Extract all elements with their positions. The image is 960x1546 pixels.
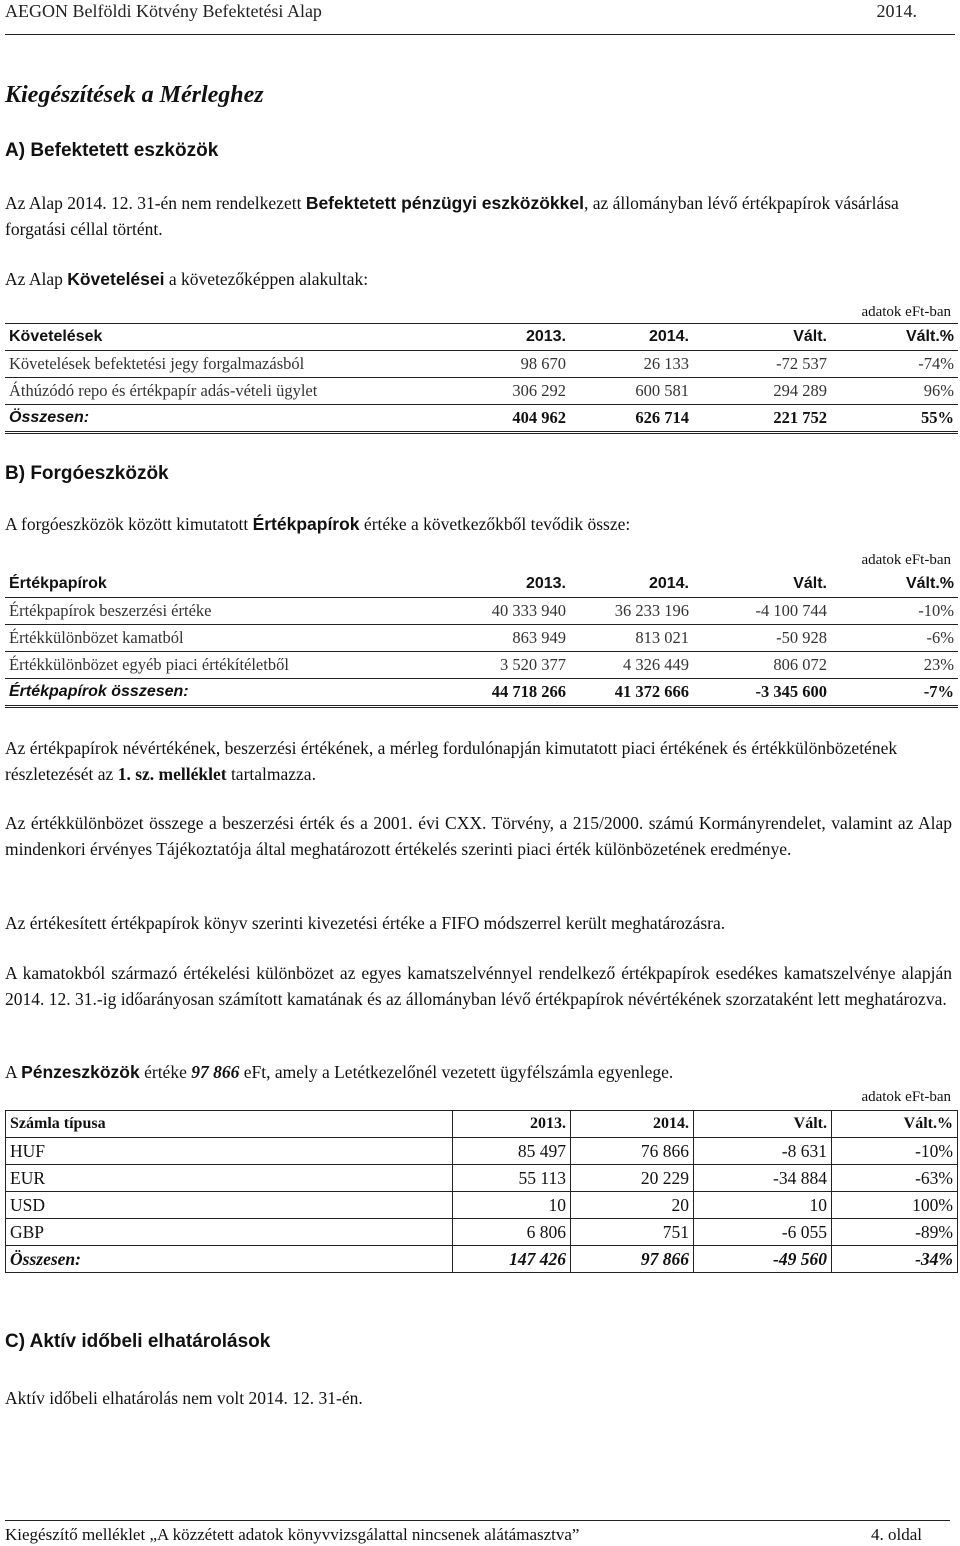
column-header: 2013. bbox=[452, 571, 570, 598]
cell: 863 949 bbox=[452, 625, 570, 652]
cell: 55 113 bbox=[453, 1165, 571, 1192]
column-header: Vált. bbox=[693, 324, 831, 351]
paragraph-interest-valuation: A kamatokból származó értékelési különbözet az egyes kamatszelvénnyel rendelkező értékpapírok esedékes kamatszelvénye alapján 2014. 12. 31.-ig időarányosan számított kamatának és az állományban lévő értékpapírok névértékének szorzataként lett meghatározva. bbox=[5, 963, 952, 1009]
footer-note: „A közzétett adatok könyvvizsgálattal nincsenek alátámasztva” bbox=[149, 1525, 580, 1544]
cell: 40 333 940 bbox=[452, 598, 570, 625]
column-header: 2013. bbox=[453, 1111, 571, 1138]
section-b-heading: B) Forgóeszközök bbox=[5, 463, 169, 484]
table-row bbox=[6, 1138, 958, 1165]
column-header: 2013. bbox=[452, 324, 570, 351]
cell: 36 233 196 bbox=[570, 598, 693, 625]
cell: -63% bbox=[832, 1165, 958, 1192]
cash-amount: 97 866 bbox=[191, 1062, 240, 1082]
table-row bbox=[5, 652, 958, 679]
cell: -3 345 600 bbox=[693, 679, 831, 707]
footer-label: Kiegészítő melléklet bbox=[5, 1525, 150, 1544]
row-label: Követelések befektetési jegy forgalmazásból bbox=[5, 351, 452, 378]
cell: 20 bbox=[571, 1192, 694, 1219]
fund-name: AEGON Belföldi Kötvény Befektetési Alap bbox=[5, 1, 322, 21]
text-run: Az Alap bbox=[5, 269, 68, 289]
row-label: HUF bbox=[6, 1138, 453, 1165]
column-header: Vált. bbox=[693, 571, 831, 598]
bold-term: Követelései bbox=[67, 269, 165, 289]
text-run: értéke a következőkből tevődik össze: bbox=[359, 514, 631, 534]
total-label: Összesen: bbox=[5, 405, 452, 433]
receivables-table bbox=[5, 323, 958, 434]
securities-table bbox=[5, 571, 958, 708]
section-a-paragraph-2 bbox=[5, 266, 952, 292]
section-c-text: Aktív időbeli elhatárolás nem volt 2014. 12. 31-én. bbox=[5, 1388, 363, 1408]
row-label: Értékkülönbözet kamatból bbox=[5, 625, 452, 652]
cell: 813 021 bbox=[570, 625, 693, 652]
cell: 806 072 bbox=[693, 652, 831, 679]
table-row bbox=[6, 1192, 958, 1219]
cell: -34 884 bbox=[694, 1165, 832, 1192]
cell: 10 bbox=[453, 1192, 571, 1219]
cell: -4 100 744 bbox=[693, 598, 831, 625]
row-label: Áthúzódó repo és értékpapír adás-vételi ügylet bbox=[5, 378, 452, 405]
cell: 751 bbox=[571, 1219, 694, 1246]
total-row bbox=[5, 405, 958, 433]
text-run: tartalmazza. bbox=[226, 764, 316, 784]
bold-term: 1. sz. melléklet bbox=[117, 764, 227, 784]
column-header: Követelések bbox=[5, 324, 452, 351]
column-header: Vált.% bbox=[832, 1111, 958, 1138]
table-header-row bbox=[5, 571, 958, 598]
cell: 98 670 bbox=[452, 351, 570, 378]
cell: -10% bbox=[832, 1138, 958, 1165]
cell: 294 289 bbox=[693, 378, 831, 405]
section-c-heading: C) Aktív időbeli elhatárolások bbox=[5, 1331, 271, 1352]
text-run: , az állományban lévő értékpapírok vásárlása forgatási céllal történt. bbox=[5, 193, 899, 239]
cell: -7% bbox=[831, 679, 958, 707]
cell: -49 560 bbox=[694, 1246, 832, 1273]
cell: 55% bbox=[831, 405, 958, 433]
cell: -34% bbox=[832, 1246, 958, 1273]
column-header: Vált. bbox=[694, 1111, 832, 1138]
unit-label: adatok eFt-ban bbox=[861, 552, 951, 568]
cell: 306 292 bbox=[452, 378, 570, 405]
table-header-row bbox=[6, 1111, 958, 1138]
paragraph-cash bbox=[5, 1059, 952, 1085]
cell: 404 962 bbox=[452, 405, 570, 433]
bold-term: Értékpapírok bbox=[252, 514, 360, 534]
table-row bbox=[5, 625, 958, 652]
table-row bbox=[5, 351, 958, 378]
column-header: 2014. bbox=[570, 571, 693, 598]
row-label: GBP bbox=[6, 1219, 453, 1246]
text-run: eFt, amely a Letétkezelőnél vezetett ügyfélszámla egyenlege. bbox=[239, 1062, 674, 1082]
unit-label: adatok eFt-ban bbox=[861, 1089, 951, 1105]
cell: 600 581 bbox=[570, 378, 693, 405]
table-row bbox=[5, 378, 958, 405]
cell: 100% bbox=[832, 1192, 958, 1219]
bold-term: Pénzeszközök bbox=[21, 1062, 140, 1082]
text-run: A forgóeszközök között kimutatott bbox=[5, 514, 253, 534]
row-label: Értékkülönbözet egyéb piaci értékítéletből bbox=[5, 652, 452, 679]
cell: 221 752 bbox=[693, 405, 831, 433]
text-run: Az Alap 2014. 12. 31-én nem rendelkezett bbox=[5, 193, 306, 213]
column-header: Vált.% bbox=[831, 571, 958, 598]
total-label: Összesen: bbox=[6, 1246, 453, 1273]
cell: 85 497 bbox=[453, 1138, 571, 1165]
row-label: USD bbox=[6, 1192, 453, 1219]
table-row bbox=[5, 598, 958, 625]
header-year: 2014. bbox=[876, 1, 917, 21]
cell: 26 133 bbox=[570, 351, 693, 378]
page-header bbox=[5, 0, 955, 35]
row-label: Értékpapírok beszerzési értéke bbox=[5, 598, 452, 625]
cell: 147 426 bbox=[453, 1246, 571, 1273]
cell: 10 bbox=[694, 1192, 832, 1219]
column-header: Vált.% bbox=[831, 324, 958, 351]
cell: -89% bbox=[832, 1219, 958, 1246]
page-number: 4. oldal bbox=[871, 1525, 922, 1544]
cell: -74% bbox=[831, 351, 958, 378]
paragraph-valuation-difference: Az értékkülönbözet összege a beszerzési érték és a 2001. évi CXX. Törvény, a 215/2000. számú Kormányrendelet, valamint az Alap mindenkori érvényes Tájékoztatója által meghatározott értékelés szerinti piaci érték különbözetének eredménye. bbox=[5, 813, 952, 859]
cash-table bbox=[5, 1110, 958, 1273]
page-footer bbox=[5, 1520, 950, 1545]
cell: 44 718 266 bbox=[452, 679, 570, 707]
text-run: A bbox=[5, 1062, 22, 1082]
total-row bbox=[5, 679, 958, 707]
cell: 20 229 bbox=[571, 1165, 694, 1192]
bold-term: Befektetett pénzügyi eszközökkel bbox=[305, 193, 584, 213]
column-header: Értékpapírok bbox=[5, 571, 452, 598]
table-header-row bbox=[5, 324, 958, 351]
cell: -6% bbox=[831, 625, 958, 652]
row-label: EUR bbox=[6, 1165, 453, 1192]
cell: 41 372 666 bbox=[570, 679, 693, 707]
cell: 626 714 bbox=[570, 405, 693, 433]
cell: -10% bbox=[831, 598, 958, 625]
cell: 97 866 bbox=[571, 1246, 694, 1273]
cell: -50 928 bbox=[693, 625, 831, 652]
section-a-heading: A) Befektetett eszközök bbox=[5, 140, 219, 161]
total-row bbox=[6, 1246, 958, 1273]
cell: -72 537 bbox=[693, 351, 831, 378]
page-title: Kiegészítések a Mérleghez bbox=[5, 82, 264, 108]
column-header: 2014. bbox=[570, 324, 693, 351]
unit-label: adatok eFt-ban bbox=[861, 304, 951, 320]
paragraph-fifo: Az értékesített értékpapírok könyv szerinti kivezetési értéke a FIFO módszerrel került meghatározásra. bbox=[5, 913, 726, 933]
cell: 96% bbox=[831, 378, 958, 405]
text-run: Az értékpapírok névértékének, beszerzési értékének, a mérleg fordulónapján kimutatott piaci értékének és értékkülönbözetének részletezését az bbox=[5, 738, 898, 784]
cell: -8 631 bbox=[694, 1138, 832, 1165]
column-header: Számla típusa bbox=[6, 1111, 453, 1138]
table-row bbox=[6, 1219, 958, 1246]
section-b-paragraph bbox=[5, 511, 952, 537]
cell: 6 806 bbox=[453, 1219, 571, 1246]
cell: -6 055 bbox=[694, 1219, 832, 1246]
cell: 76 866 bbox=[571, 1138, 694, 1165]
cell: 23% bbox=[831, 652, 958, 679]
paragraph-annex-reference bbox=[5, 735, 952, 787]
text-run: a követezőképpen alakultak: bbox=[164, 269, 369, 289]
table-row bbox=[6, 1165, 958, 1192]
text-run: értéke bbox=[139, 1062, 192, 1082]
column-header: 2014. bbox=[571, 1111, 694, 1138]
section-a-paragraph-1 bbox=[5, 190, 952, 242]
cell: 3 520 377 bbox=[452, 652, 570, 679]
total-label: Értékpapírok összesen: bbox=[5, 679, 452, 707]
cell: 4 326 449 bbox=[570, 652, 693, 679]
